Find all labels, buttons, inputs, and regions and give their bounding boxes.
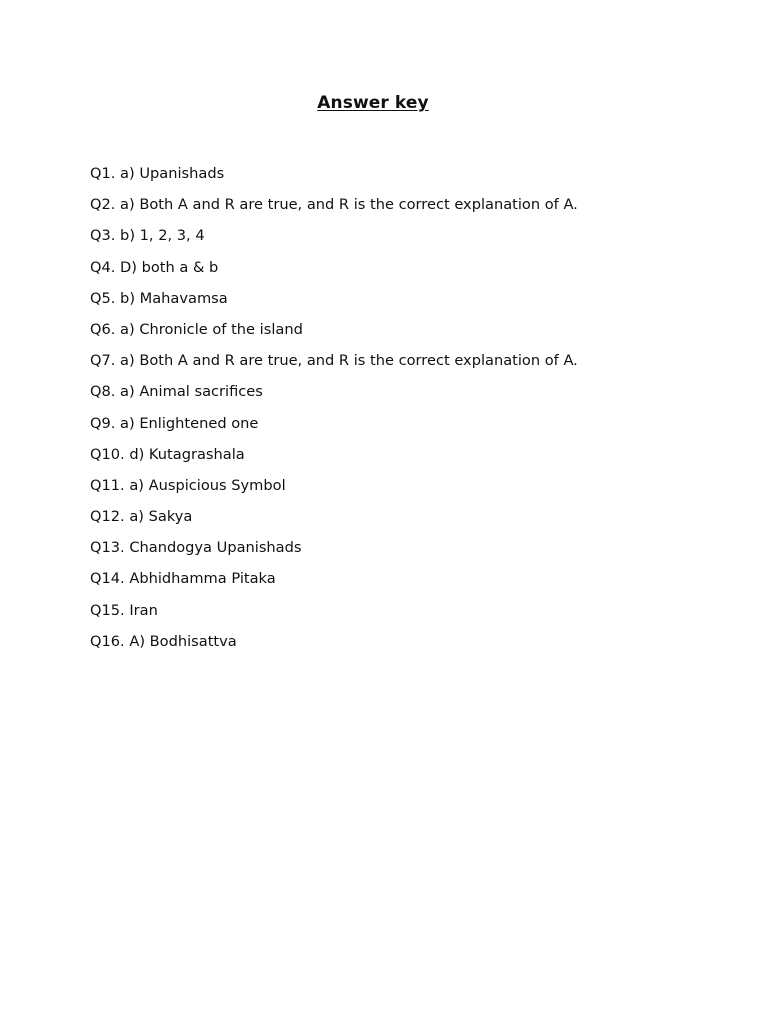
answer-item-3: Q3. b) 1, 2, 3, 4 bbox=[90, 227, 205, 245]
answer-item-11: Q11. a) Auspicious Symbol bbox=[90, 476, 286, 494]
answer-item-2: Q2. a) Both A and R are true, and R is the correct explanation of A. bbox=[90, 196, 578, 214]
answer-item-15: Q15. Iran bbox=[90, 601, 158, 619]
answer-item-5: Q5. b) Mahavamsa bbox=[90, 289, 228, 307]
answer-item-4: Q4. D) both a & b bbox=[90, 258, 219, 276]
answer-item-9: Q9. a) Enlightened one bbox=[90, 414, 259, 432]
answer-item-12: Q12. a) Sakya bbox=[90, 508, 193, 526]
answer-item-7: Q7. a) Both A and R are true, and R is the correct explanation of A. bbox=[90, 352, 578, 370]
answer-item-14: Q14. Abhidhamma Pitaka bbox=[90, 570, 276, 588]
answer-item-1: Q1. a) Upanishads bbox=[90, 165, 225, 182]
answer-item-8: Q8. a) Animal sacrifices bbox=[90, 383, 263, 401]
answer-item-6: Q6. a) Chronicle of the island bbox=[90, 320, 303, 338]
answer-item-10: Q10. d) Kutagrashala bbox=[90, 445, 245, 463]
answer-item-16: Q16. A) Bodhisattva bbox=[90, 632, 237, 650]
page-title: Answer key bbox=[317, 93, 429, 113]
answer-item-13: Q13. Chandogya Upanishads bbox=[90, 539, 302, 557]
answer-list bbox=[90, 158, 578, 657]
